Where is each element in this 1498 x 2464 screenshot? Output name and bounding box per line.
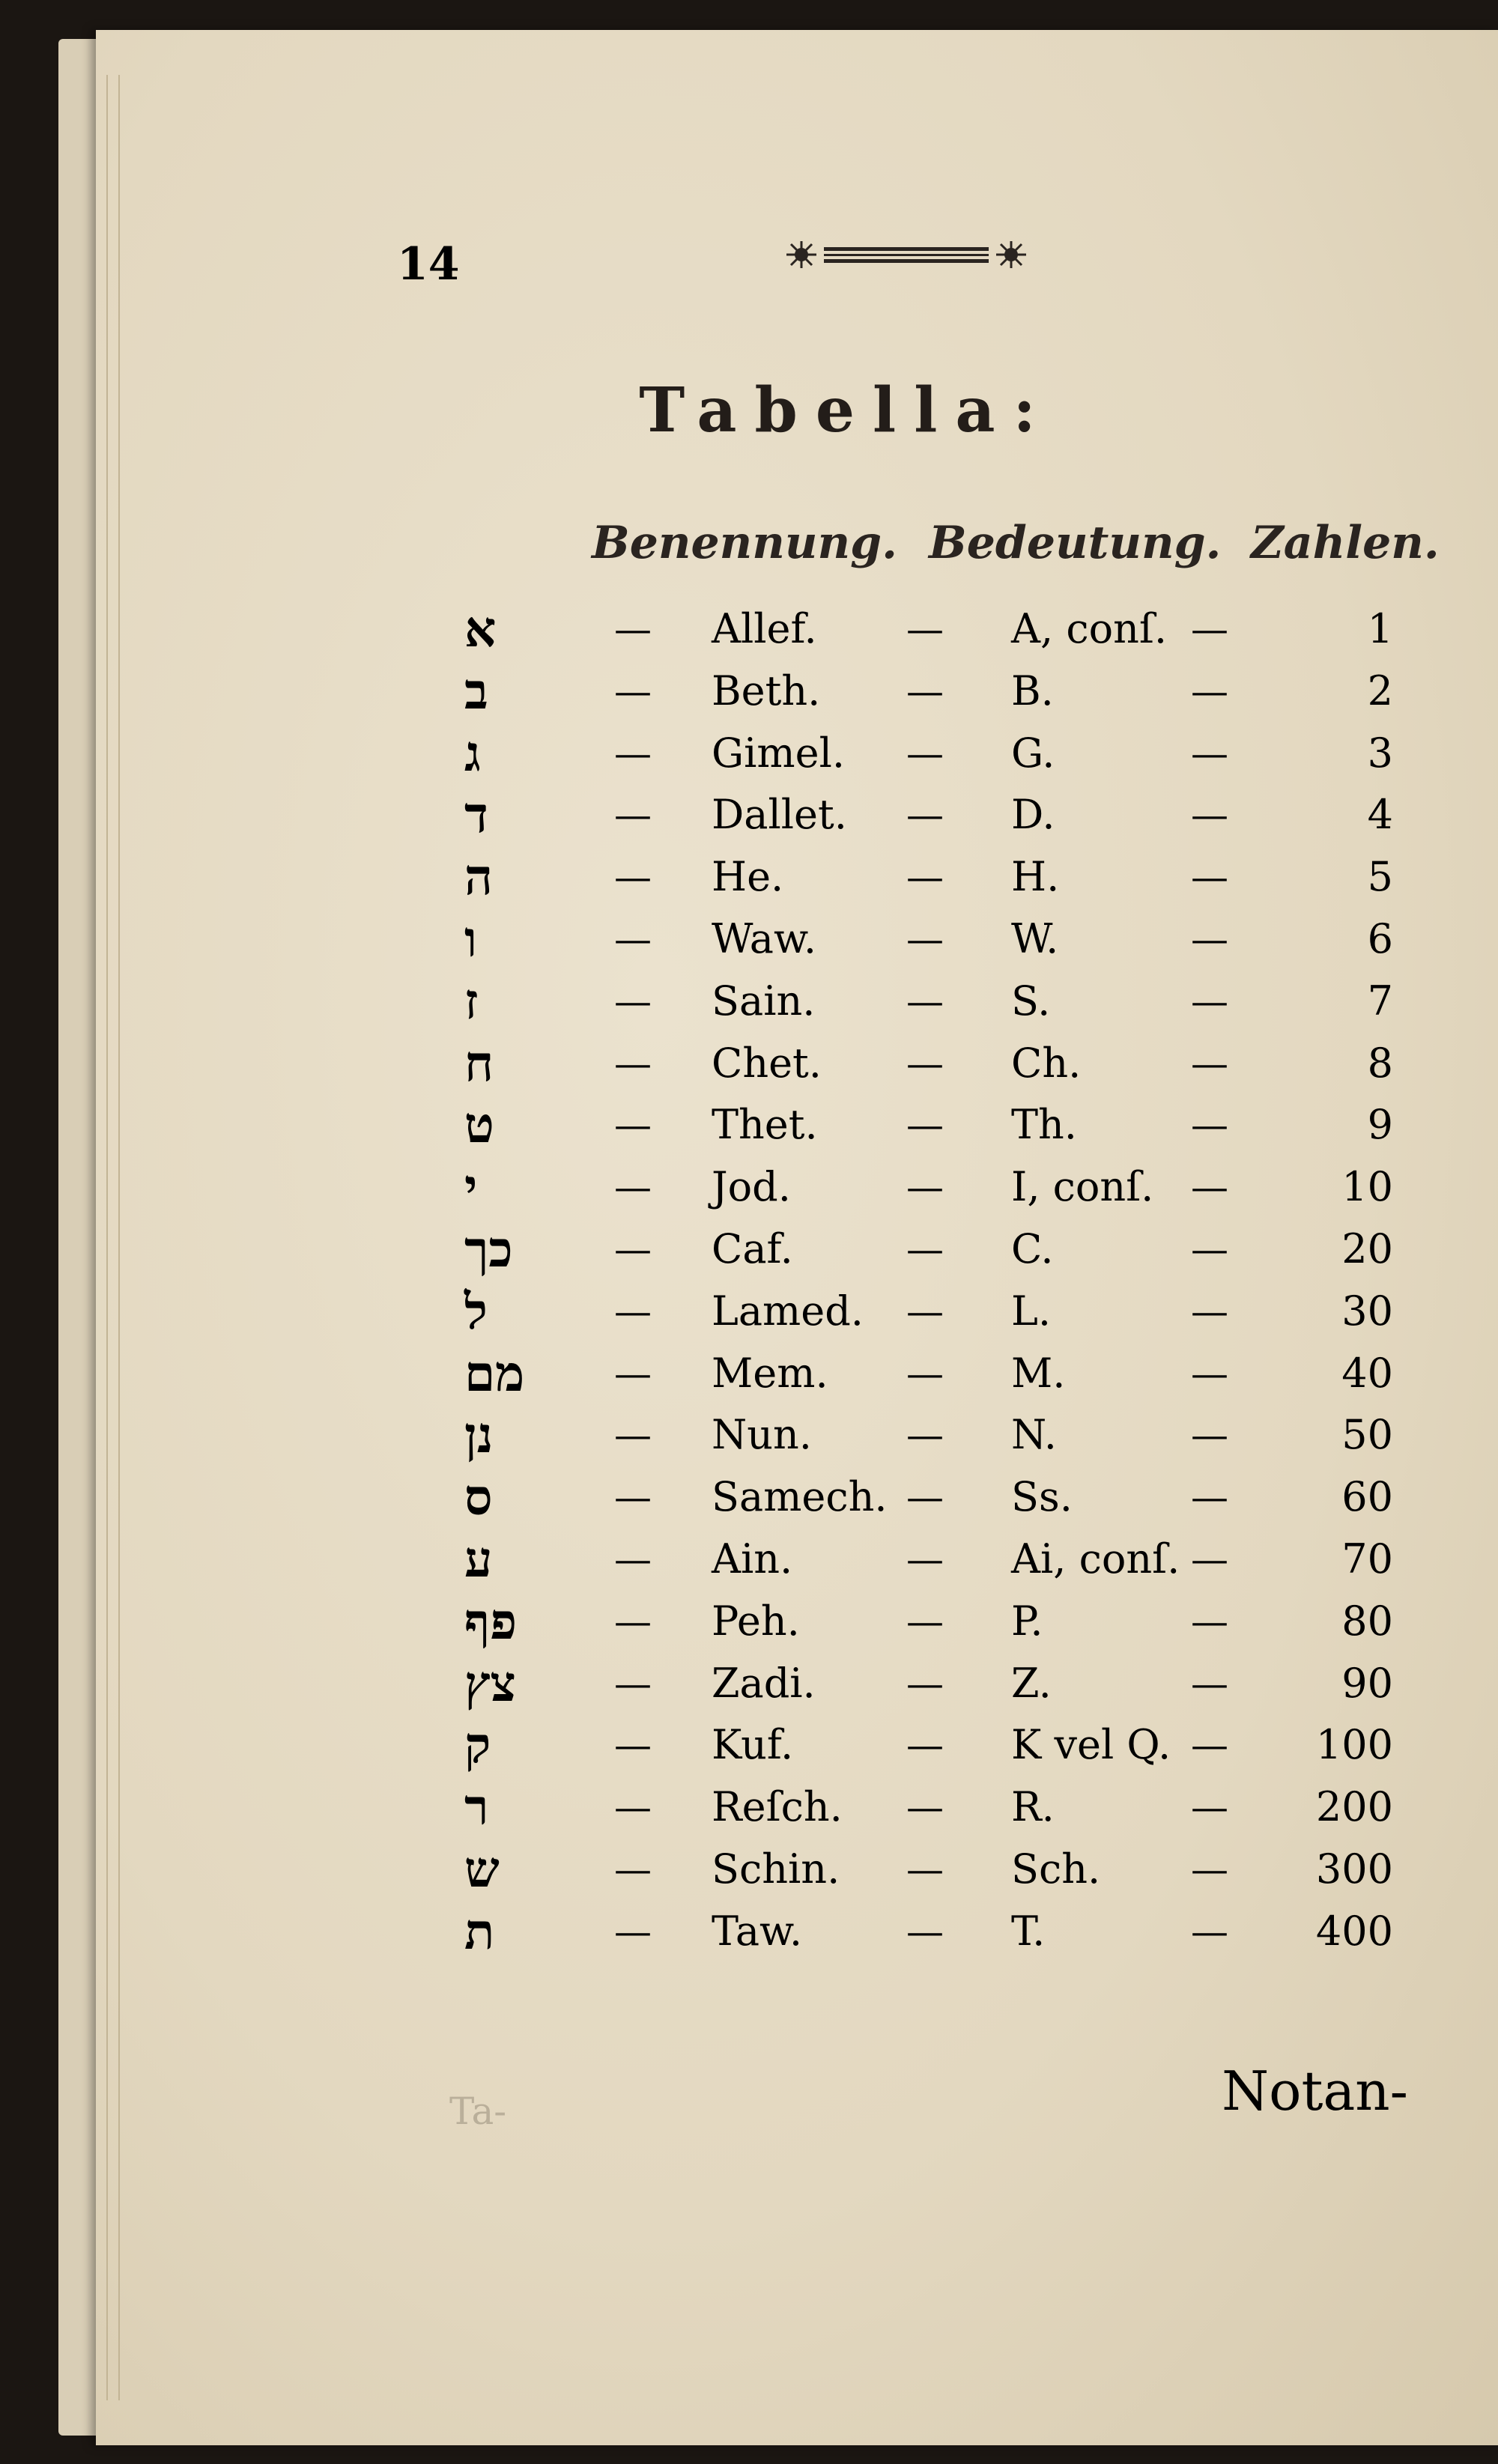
dash: — bbox=[614, 731, 652, 775]
letter-name: Mem. bbox=[712, 1349, 828, 1397]
dash: — bbox=[1191, 917, 1228, 961]
header-meaning: Bedeutung. bbox=[929, 517, 1222, 569]
dash: — bbox=[1191, 1289, 1228, 1333]
hebrew-letter: ש bbox=[464, 1840, 500, 1899]
letter-number: 1 bbox=[1367, 605, 1393, 652]
hebrew-letter: ד bbox=[464, 786, 488, 845]
header-name: Benennung. bbox=[592, 517, 898, 569]
letter-name: Nun. bbox=[712, 1411, 812, 1459]
catchword: Notan- bbox=[1222, 2060, 1408, 2122]
letter-meaning: L. bbox=[1011, 1287, 1052, 1335]
hebrew-letter: ע bbox=[464, 1530, 493, 1588]
dash: — bbox=[906, 1413, 944, 1457]
hebrew-letter: ב bbox=[464, 661, 488, 720]
letter-name: Schin. bbox=[712, 1845, 840, 1893]
letter-name: Lamed. bbox=[712, 1287, 864, 1335]
dash: — bbox=[1191, 1165, 1228, 1210]
dash: — bbox=[906, 1351, 944, 1395]
dash: — bbox=[1191, 1041, 1228, 1085]
letter-name: Dallet. bbox=[712, 791, 847, 839]
letter-number: 90 bbox=[1341, 1659, 1393, 1707]
table-title: Tabella: bbox=[639, 374, 1054, 446]
hebrew-letter: י bbox=[464, 1158, 478, 1217]
dash: — bbox=[1191, 731, 1228, 775]
dash: — bbox=[614, 1661, 652, 1705]
dash: — bbox=[614, 1723, 652, 1767]
dash: — bbox=[1191, 793, 1228, 837]
dash: — bbox=[1191, 1723, 1228, 1767]
dash: — bbox=[906, 1041, 944, 1085]
hebrew-letter: ח bbox=[464, 1034, 494, 1093]
letter-name: Jod. bbox=[712, 1163, 791, 1211]
dash: — bbox=[1191, 607, 1228, 651]
dash: — bbox=[614, 979, 652, 1023]
bleed-through-text: Ta- bbox=[449, 2090, 507, 2133]
dash: — bbox=[1191, 669, 1228, 713]
letter-meaning: G. bbox=[1011, 729, 1055, 777]
dash: — bbox=[906, 1909, 944, 1953]
dash: — bbox=[906, 917, 944, 961]
dash: — bbox=[614, 1351, 652, 1395]
hebrew-letter: כך bbox=[464, 1220, 513, 1278]
letter-meaning: Ss. bbox=[1011, 1473, 1073, 1521]
dash: — bbox=[1191, 1909, 1228, 1953]
letter-name: Samech. bbox=[712, 1473, 888, 1521]
letter-name: Caf. bbox=[712, 1225, 793, 1272]
letter-name: Allef. bbox=[712, 605, 817, 652]
letter-meaning: I, conſ. bbox=[1011, 1163, 1154, 1211]
letter-number: 80 bbox=[1341, 1597, 1393, 1645]
table-row bbox=[0, 1281, 1498, 1341]
letter-number: 5 bbox=[1367, 853, 1393, 901]
hebrew-letter: צץ bbox=[464, 1654, 516, 1713]
table-row bbox=[0, 785, 1498, 845]
hebrew-letter: ו bbox=[464, 910, 477, 968]
letter-number: 70 bbox=[1341, 1535, 1393, 1583]
letter-name: Sain. bbox=[712, 977, 816, 1025]
table-row bbox=[0, 1777, 1498, 1837]
dash: — bbox=[906, 607, 944, 651]
hebrew-letter: ז bbox=[464, 971, 479, 1031]
letter-number: 10 bbox=[1341, 1163, 1393, 1211]
hebrew-letter: פף bbox=[464, 1591, 518, 1651]
letter-meaning: C. bbox=[1011, 1225, 1054, 1272]
hebrew-letter: נן bbox=[464, 1406, 494, 1465]
dash: — bbox=[906, 731, 944, 775]
letter-name: Reſch. bbox=[712, 1783, 843, 1831]
dash: — bbox=[1191, 1848, 1228, 1891]
letter-number: 60 bbox=[1341, 1473, 1393, 1521]
letter-meaning: H. bbox=[1011, 853, 1060, 901]
letter-meaning: A, conſ. bbox=[1011, 605, 1168, 652]
table-row bbox=[0, 1157, 1498, 1217]
hebrew-letter: ג bbox=[464, 723, 481, 783]
hebrew-letter: ט bbox=[464, 1096, 494, 1155]
table-row bbox=[0, 1219, 1498, 1279]
letter-number: 9 bbox=[1367, 1101, 1393, 1149]
table-row bbox=[0, 847, 1498, 907]
letter-name: Taw. bbox=[712, 1907, 802, 1955]
letter-meaning: S. bbox=[1011, 977, 1051, 1025]
letter-name: Kuf. bbox=[712, 1721, 794, 1769]
table-row bbox=[0, 1839, 1498, 1899]
dash: — bbox=[1191, 1351, 1228, 1395]
dash: — bbox=[906, 1599, 944, 1643]
table-row bbox=[0, 661, 1498, 721]
dash: — bbox=[614, 793, 652, 837]
dash: — bbox=[1191, 1228, 1228, 1271]
dash: — bbox=[614, 1909, 652, 1953]
table-row bbox=[0, 1344, 1498, 1404]
letter-name: Zadi. bbox=[712, 1659, 816, 1707]
dash: — bbox=[614, 1228, 652, 1271]
dash: — bbox=[906, 1475, 944, 1520]
table-row bbox=[0, 1529, 1498, 1589]
dash: — bbox=[614, 1103, 652, 1147]
letter-meaning: D. bbox=[1011, 791, 1055, 839]
table-row bbox=[0, 1591, 1498, 1651]
dash: — bbox=[906, 979, 944, 1023]
hebrew-letter: ר bbox=[464, 1778, 489, 1837]
table-row bbox=[0, 723, 1498, 783]
dash: — bbox=[906, 1103, 944, 1147]
table-row bbox=[0, 1715, 1498, 1775]
dash: — bbox=[614, 607, 652, 651]
letter-number: 20 bbox=[1341, 1225, 1393, 1272]
page-number: 14 bbox=[397, 238, 460, 291]
letter-meaning: M. bbox=[1011, 1349, 1066, 1397]
letter-name: Beth. bbox=[712, 667, 821, 714]
dash: — bbox=[906, 855, 944, 899]
dash: — bbox=[614, 1165, 652, 1210]
letter-meaning: B. bbox=[1011, 667, 1054, 714]
dash: — bbox=[614, 1848, 652, 1891]
letter-meaning: P. bbox=[1011, 1597, 1043, 1645]
dash: — bbox=[1191, 1599, 1228, 1643]
hebrew-letter: ק bbox=[464, 1716, 491, 1775]
letter-number: 400 bbox=[1315, 1907, 1393, 1955]
letter-name: Chet. bbox=[712, 1039, 822, 1087]
dash: — bbox=[906, 1785, 944, 1830]
dash: — bbox=[906, 1165, 944, 1210]
dash: — bbox=[614, 1599, 652, 1643]
table-row bbox=[0, 909, 1498, 969]
table-row bbox=[0, 599, 1498, 659]
letter-name: Ain. bbox=[712, 1535, 793, 1583]
dash: — bbox=[1191, 979, 1228, 1023]
letter-number: 200 bbox=[1315, 1783, 1393, 1831]
dash: — bbox=[906, 1289, 944, 1333]
dash: — bbox=[614, 1041, 652, 1085]
letter-number: 3 bbox=[1367, 729, 1393, 777]
dash: — bbox=[1191, 1103, 1228, 1147]
letter-number: 7 bbox=[1367, 977, 1393, 1025]
dash: — bbox=[1191, 1661, 1228, 1705]
letter-meaning: R. bbox=[1011, 1783, 1055, 1831]
letter-number: 100 bbox=[1315, 1721, 1393, 1769]
letter-number: 2 bbox=[1367, 667, 1393, 714]
dash: — bbox=[906, 1228, 944, 1271]
letter-meaning: N. bbox=[1011, 1411, 1057, 1459]
letter-meaning: W. bbox=[1011, 915, 1059, 962]
dash: — bbox=[614, 1538, 652, 1581]
header-number: Zahlen. bbox=[1251, 517, 1440, 569]
hebrew-letter: ת bbox=[464, 1902, 495, 1961]
letter-meaning: K vel Q. bbox=[1011, 1721, 1171, 1769]
letter-meaning: Ai, conſ. bbox=[1011, 1535, 1180, 1583]
hebrew-letter: ה bbox=[464, 848, 493, 907]
letter-number: 50 bbox=[1341, 1411, 1393, 1459]
letter-name: Waw. bbox=[712, 915, 816, 962]
dash: — bbox=[1191, 1413, 1228, 1457]
table-row bbox=[0, 1467, 1498, 1527]
hebrew-letter: א bbox=[464, 600, 497, 658]
table-row bbox=[0, 1654, 1498, 1714]
dash: — bbox=[906, 1723, 944, 1767]
table-row bbox=[0, 1902, 1498, 1961]
dash: — bbox=[614, 917, 652, 961]
table-row bbox=[0, 1405, 1498, 1465]
dash: — bbox=[906, 1538, 944, 1581]
dash: — bbox=[614, 1413, 652, 1457]
hebrew-letter: ס bbox=[464, 1468, 493, 1527]
letter-name: Thet. bbox=[712, 1101, 818, 1149]
letter-number: 6 bbox=[1367, 915, 1393, 962]
letter-number: 30 bbox=[1341, 1287, 1393, 1335]
dash: — bbox=[614, 1785, 652, 1830]
dash: — bbox=[1191, 1785, 1228, 1830]
dash: — bbox=[906, 1661, 944, 1705]
letter-number: 40 bbox=[1341, 1349, 1393, 1397]
table-row bbox=[0, 971, 1498, 1031]
letter-meaning: Sch. bbox=[1011, 1845, 1101, 1893]
letter-meaning: Ch. bbox=[1011, 1039, 1082, 1087]
dash: — bbox=[614, 1475, 652, 1520]
dash: — bbox=[614, 1289, 652, 1333]
letter-meaning: T. bbox=[1011, 1907, 1046, 1955]
letter-name: He. bbox=[712, 853, 784, 901]
letter-name: Peh. bbox=[712, 1597, 800, 1645]
letter-number: 4 bbox=[1367, 791, 1393, 839]
dash: — bbox=[614, 669, 652, 713]
dash: — bbox=[614, 855, 652, 899]
letter-name: Gimel. bbox=[712, 729, 846, 777]
letter-meaning: Th. bbox=[1011, 1101, 1077, 1149]
dash: — bbox=[1191, 855, 1228, 899]
letter-number: 300 bbox=[1315, 1845, 1393, 1893]
letter-meaning: Z. bbox=[1011, 1659, 1052, 1707]
table-row bbox=[0, 1034, 1498, 1093]
dash: — bbox=[906, 793, 944, 837]
hebrew-letter: מם bbox=[464, 1344, 525, 1403]
dash: — bbox=[906, 1848, 944, 1891]
letter-number: 8 bbox=[1367, 1039, 1393, 1087]
table-row bbox=[0, 1095, 1498, 1155]
dash: — bbox=[1191, 1475, 1228, 1520]
dash: — bbox=[906, 669, 944, 713]
dash: — bbox=[1191, 1538, 1228, 1581]
hebrew-letter: ל bbox=[464, 1281, 488, 1341]
